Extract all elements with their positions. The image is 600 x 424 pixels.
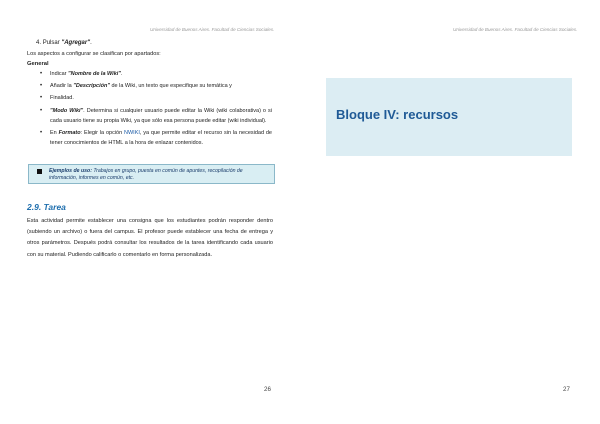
running-head: Universidad de Buenos Aires. Facultad de Ciencias Sociales.: [150, 27, 275, 32]
step-number: 4.: [36, 40, 42, 46]
running-head: Universidad de Buenos Aires. Facultad de Ciencias Sociales.: [453, 27, 578, 32]
bullet-text: , ya que permite editar el recurso sin la necesidad de tener conocimientos de HTML a la hora de enlazar contenidos.: [50, 130, 272, 147]
step-text-after: .: [90, 40, 92, 46]
bullet-emphasis: "Nombre de la Wiki": [68, 71, 121, 77]
page-number: 27: [563, 386, 570, 393]
list-item: [50, 93, 272, 103]
bullet-text: .: [120, 71, 123, 77]
bullet-text: de la Wiki, un texto que especifique su temática y: [109, 83, 232, 90]
bloque-title: Bloque IV: recursos: [336, 107, 459, 122]
bullet-text: . Determina si cualquier usuario puede editar la Wiki (wiki colaborativa) o si cada usuario tiene su propia Wiki, ya que sólo esa persona puede editar (wiki individual).: [50, 107, 272, 124]
step-4: [36, 40, 92, 46]
page-number: 26: [264, 386, 271, 393]
section-title: 2.9. Tarea: [27, 202, 66, 212]
bullet-text: : Elegir la opción: [80, 130, 124, 137]
example-label: Ejemplos de uso:: [49, 168, 92, 174]
general-label: General: [27, 61, 49, 67]
bullet-emphasis: "Modo Wiki": [50, 107, 84, 114]
list-item: [50, 69, 272, 79]
example-body: Trabajos en grupo, puesta en común de apuntes, recopilación de información, informes en común, etc.: [49, 168, 243, 181]
list-item: [50, 106, 272, 126]
example-text: [49, 168, 271, 182]
bullet-emphasis: Formato: [58, 130, 81, 137]
example-box: [28, 164, 275, 184]
nwiki-link[interactable]: NWIKI: [124, 130, 140, 137]
step-action: "Agregar": [61, 40, 91, 46]
step-text-before: Pulsar: [42, 40, 62, 46]
section-paragraph: Esta actividad permite establecer una consigna que los estudiantes podrán responder dentro (subiendo un archivo) o fuera del campus. El profesor puede establecer una fecha de entrega y otros parámetros. Después podrá consultar los resultados de la tarea identificando cada usuario con su material. Pudiendo calificarlo o comentarlo en forma personalizada.: [27, 218, 273, 258]
bullet-text: En: [50, 130, 59, 137]
bloque-banner: [326, 78, 572, 156]
bullet-text: Indicar: [50, 71, 69, 77]
square-bullet-icon: [37, 169, 42, 174]
bullet-text: Añadir la: [50, 83, 74, 90]
list-item: [50, 128, 272, 148]
list-item: [50, 81, 272, 91]
bullet-text: Finalidad.: [50, 95, 74, 102]
intro-text: Los aspectos a configurar se clasifican por apartados:: [27, 51, 161, 57]
right-page: [300, 0, 600, 424]
aspects-list: [50, 69, 272, 150]
bullet-emphasis: "Descripción": [73, 83, 110, 90]
